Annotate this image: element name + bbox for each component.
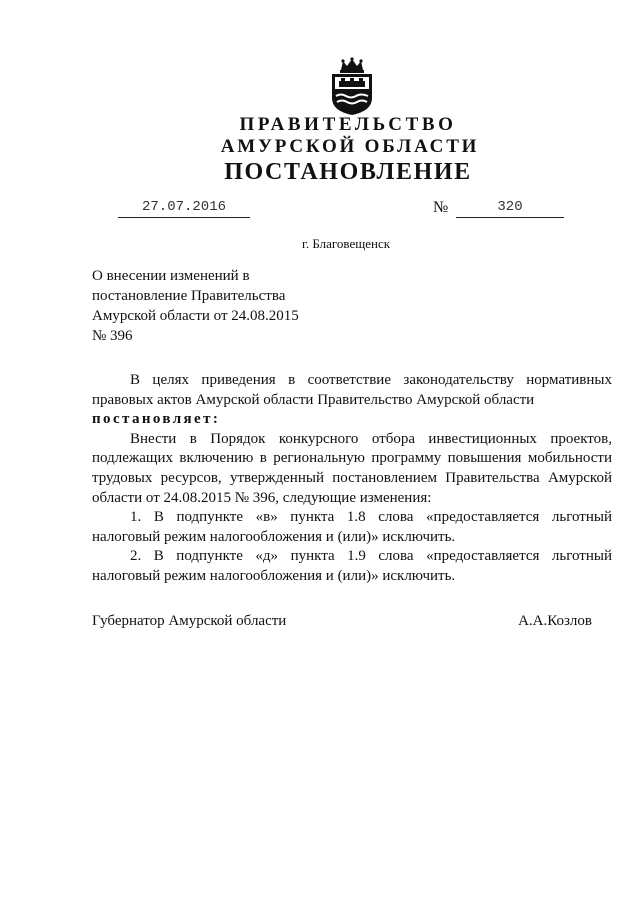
header-government: ПРАВИТЕЛЬСТВО <box>239 114 457 135</box>
header-document-type: ПОСТАНОВЛЕНИЕ <box>224 159 472 185</box>
date-underline <box>118 217 250 218</box>
subject-line: № 396 <box>92 328 133 344</box>
number-sign: № <box>433 199 449 216</box>
document-body <box>92 371 612 587</box>
subject-line: О внесении изменений в <box>92 268 250 284</box>
item-2-paragraph: 2. В подпункте «д» пункта 1.9 слова «предоставляется льготный налоговый режим налогообложения и (или)» исключить. <box>92 548 612 584</box>
signer-name: А.А.Козлов <box>518 613 592 629</box>
resolves-word: постановляет: <box>92 411 221 428</box>
subject-line: Амурской области от 24.08.2015 <box>92 308 299 324</box>
main-paragraph: Внести в Порядок конкурсного отбора инвестиционных проектов, подлежащих включению в региональную программу повышения мобильности трудовых ресурсов, утвержденный постановлением Правительства Амурской области от 24.08.2015 № 396, следующие изменения: <box>92 430 612 506</box>
document-subject <box>92 266 352 346</box>
intro-paragraph: В целях приведения в соответствие законодательству нормативных правовых актов Амурской области Правительство Амурской области <box>92 372 612 408</box>
signer-position: Губернатор Амурской области <box>92 613 287 629</box>
coat-of-arms-emblem <box>329 56 375 116</box>
header-region: АМУРСКОЙ ОБЛАСТИ <box>220 136 480 157</box>
subject-line: постановление Правительства <box>92 288 286 304</box>
city-name: г. Благовещенск <box>301 236 391 251</box>
item-1-paragraph: 1. В подпункте «в» пункта 1.8 слова «предоставляется льготный налоговый режим налогообложения и (или)» исключить. <box>92 509 612 545</box>
number-underline <box>456 217 564 218</box>
document-number: 320 <box>497 199 523 215</box>
document-date: 27.07.2016 <box>141 199 226 215</box>
